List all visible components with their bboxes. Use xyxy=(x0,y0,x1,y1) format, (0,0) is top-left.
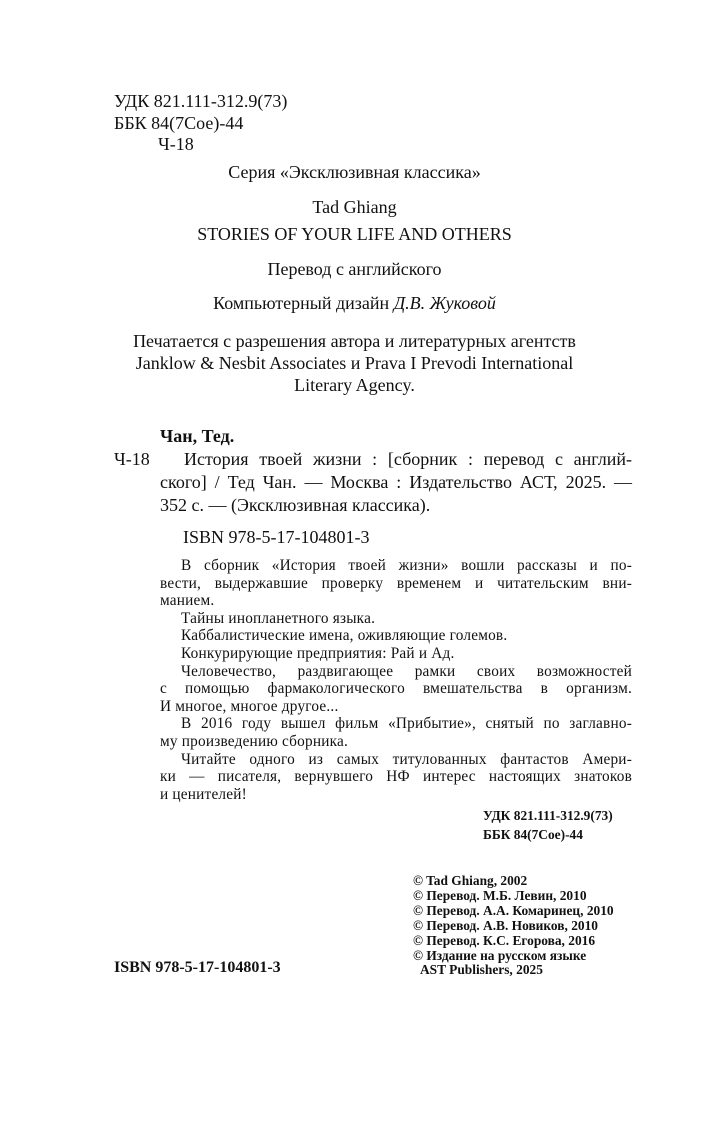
udk-code: УДК 821.111-312.9(73) xyxy=(114,91,288,111)
permission-line-2: Janklow & Nesbit Associates и Prava I Prevodi International xyxy=(135,353,574,373)
original-title: STORIES OF YOUR LIFE AND OTHERS xyxy=(197,224,512,244)
bib-mark: Ч-18 xyxy=(114,449,150,469)
annotation-line: Читайте одного из самых титулованных фантастов Амери- xyxy=(181,750,632,768)
bib-line: История твоей жизни : [сборник : перевод с англий- xyxy=(184,449,632,469)
copyright-line: AST Publishers, 2025 xyxy=(420,962,543,978)
annotation-line: и ценителей! xyxy=(160,785,247,803)
bib-description xyxy=(160,448,632,517)
bib-isbn: ISBN 978-5-17-104801-3 xyxy=(183,527,370,547)
bib-line: ского] / Тед Чан. — Москва : Издательство АСТ, 2025. — xyxy=(160,472,632,492)
annotation xyxy=(160,557,632,803)
series-title: Серия «Эксклюзивная классика» xyxy=(228,162,481,182)
copyright-line: © Перевод. К.С. Егорова, 2016 xyxy=(413,932,596,948)
udk-code-bottom: УДК 821.111-312.9(73) xyxy=(483,808,613,823)
design-credit xyxy=(0,292,709,314)
copyright-line: © Перевод. М.Б. Левин, 2010 xyxy=(413,887,587,903)
annotation-line: Тайны инопланетного языка. xyxy=(181,609,376,627)
annotation-line: с помощью фармакологического вмешательства в организм. xyxy=(160,680,632,698)
designer-name: Д.В. Жуковой xyxy=(393,293,496,313)
bib-line: 352 с. — (Эксклюзивная классика). xyxy=(160,495,431,515)
permission-line-3: Literary Agency. xyxy=(294,375,415,395)
annotation-line: вести, выдержавшие проверку временем и читательским вни- xyxy=(160,574,632,592)
author-mark: Ч-18 xyxy=(158,134,194,154)
annotation-line: И многое, многое другое... xyxy=(160,697,339,715)
isbn-footer: ISBN 978-5-17-104801-3 xyxy=(114,959,281,976)
copyright-line: © Издание на русском языке xyxy=(413,947,587,963)
annotation-line: ки — писателя, вернувшего НФ интерес настоящих знатоков xyxy=(160,768,632,786)
original-author: Tad Ghiang xyxy=(312,197,397,217)
translation-note: Перевод с английского xyxy=(267,259,442,279)
annotation-line: му произведению сборника. xyxy=(160,732,349,750)
bib-author-heading: Чан, Тед. xyxy=(160,426,235,446)
annotation-line: Каббалистические имена, оживляющие големов. xyxy=(181,627,508,645)
permission-line-1: Печатается с разрешения автора и литературных агентств xyxy=(133,331,576,351)
annotation-line: манием. xyxy=(160,592,215,610)
annotation-line: Конкурирующие предприятия: Рай и Ад. xyxy=(181,644,455,662)
copyright-line: © Перевод. А.А. Комаринец, 2010 xyxy=(413,902,614,918)
copyright-line: © Перевод. А.В. Новиков, 2010 xyxy=(413,917,598,933)
bbk-code: ББК 84(7Сое)-44 xyxy=(114,113,244,133)
design-label: Компьютерный дизайн xyxy=(213,293,394,313)
bbk-code-bottom: ББК 84(7Сое)-44 xyxy=(483,827,583,842)
copyright-line: © Tad Ghiang, 2002 xyxy=(413,873,528,888)
annotation-line: В сборник «История твоей жизни» вошли рассказы и по- xyxy=(181,557,632,574)
annotation-line: В 2016 году вышел фильм «Прибытие», снятый по заглавно- xyxy=(181,715,632,733)
annotation-line: Человечество, раздвигающее рамки своих возможностей xyxy=(181,662,632,680)
copyright-block xyxy=(413,874,614,978)
